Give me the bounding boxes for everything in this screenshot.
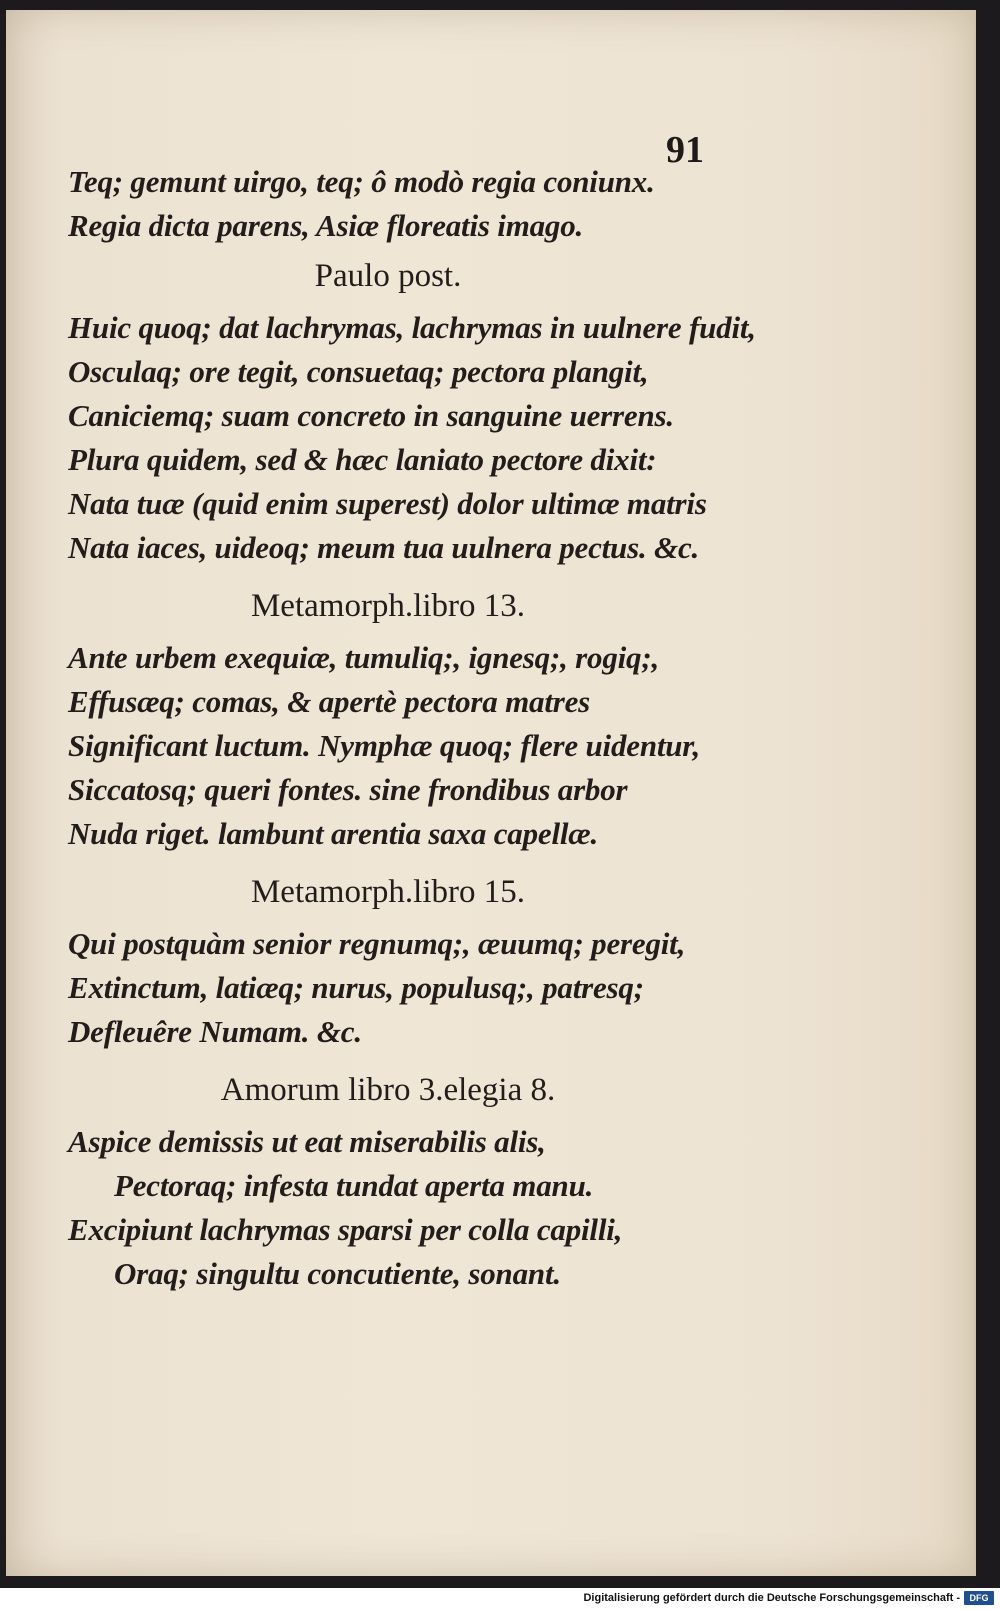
verse-line: Teq; gemunt uirgo, teq; ô modò regia coniunx. bbox=[68, 164, 655, 199]
section-heading: Paulo post. bbox=[314, 258, 462, 294]
section-heading: Metamorph.libro 15. bbox=[250, 874, 526, 910]
verse-line: Caniciemq; suam concreto in sanguine uerrens. bbox=[68, 398, 674, 433]
verse-line: Nata iaces, uideoq; meum tua uulnera pectus. &c. bbox=[68, 530, 700, 565]
verse-line: Regia dicta parens, Asiæ floreatis imago. bbox=[68, 208, 584, 243]
verse-line: Ante urbem exequiæ, tumuliq;, ignesq;, rogiq;, bbox=[68, 640, 660, 675]
page-number: 91 bbox=[666, 129, 704, 171]
section-heading: Metamorph.libro 13. bbox=[250, 588, 526, 624]
book-page bbox=[6, 10, 976, 1576]
verse-line: Huic quoq; dat lachrymas, lachrymas in uulnere fudit, bbox=[68, 310, 756, 345]
verse-line: Qui postquàm senior regnumq;, æuumq; peregit, bbox=[68, 926, 686, 961]
verse-line: Siccatosq; queri fontes. sine frondibus arbor bbox=[68, 772, 628, 807]
footer-bar bbox=[0, 1588, 1000, 1610]
verse-line: Extinctum, latiæq; nurus, populusq;, patresq; bbox=[68, 970, 644, 1005]
funding-credit: Digitalisierung gefördert durch die Deutsche Forschungsgemeinschaft - bbox=[583, 1592, 960, 1604]
dfg-logo-icon: DFG bbox=[964, 1591, 994, 1605]
verse-line-indented: Oraq; singultu concutiente, sonant. bbox=[114, 1256, 561, 1291]
verse-line: Nata tuæ (quid enim superest) dolor ultimæ matris bbox=[68, 486, 707, 521]
text-block bbox=[68, 160, 828, 1296]
verse-line: Effusæq; comas, & apertè pectora matres bbox=[68, 684, 591, 719]
verse-line: Defleuêre Numam. &c. bbox=[68, 1014, 362, 1049]
verse-line: Excipiunt lachrymas sparsi per colla capilli, bbox=[68, 1212, 623, 1247]
verse-line: Aspice demissis ut eat miserabilis alis, bbox=[68, 1124, 546, 1159]
verse-line: Significant luctum. Nymphæ quoq; flere uidentur, bbox=[68, 728, 701, 763]
verse-line: Nuda riget. lambunt arentia saxa capellæ. bbox=[68, 816, 599, 851]
verse-line: Plura quidem, sed & hæc laniato pectore dixit: bbox=[68, 442, 657, 477]
verse-line: Osculaq; ore tegit, consuetaq; pectora plangit, bbox=[68, 354, 649, 389]
section-heading: Amorum libro 3.elegia 8. bbox=[220, 1072, 556, 1108]
verse-line-indented: Pectoraq; infesta tundat aperta manu. bbox=[114, 1168, 594, 1203]
